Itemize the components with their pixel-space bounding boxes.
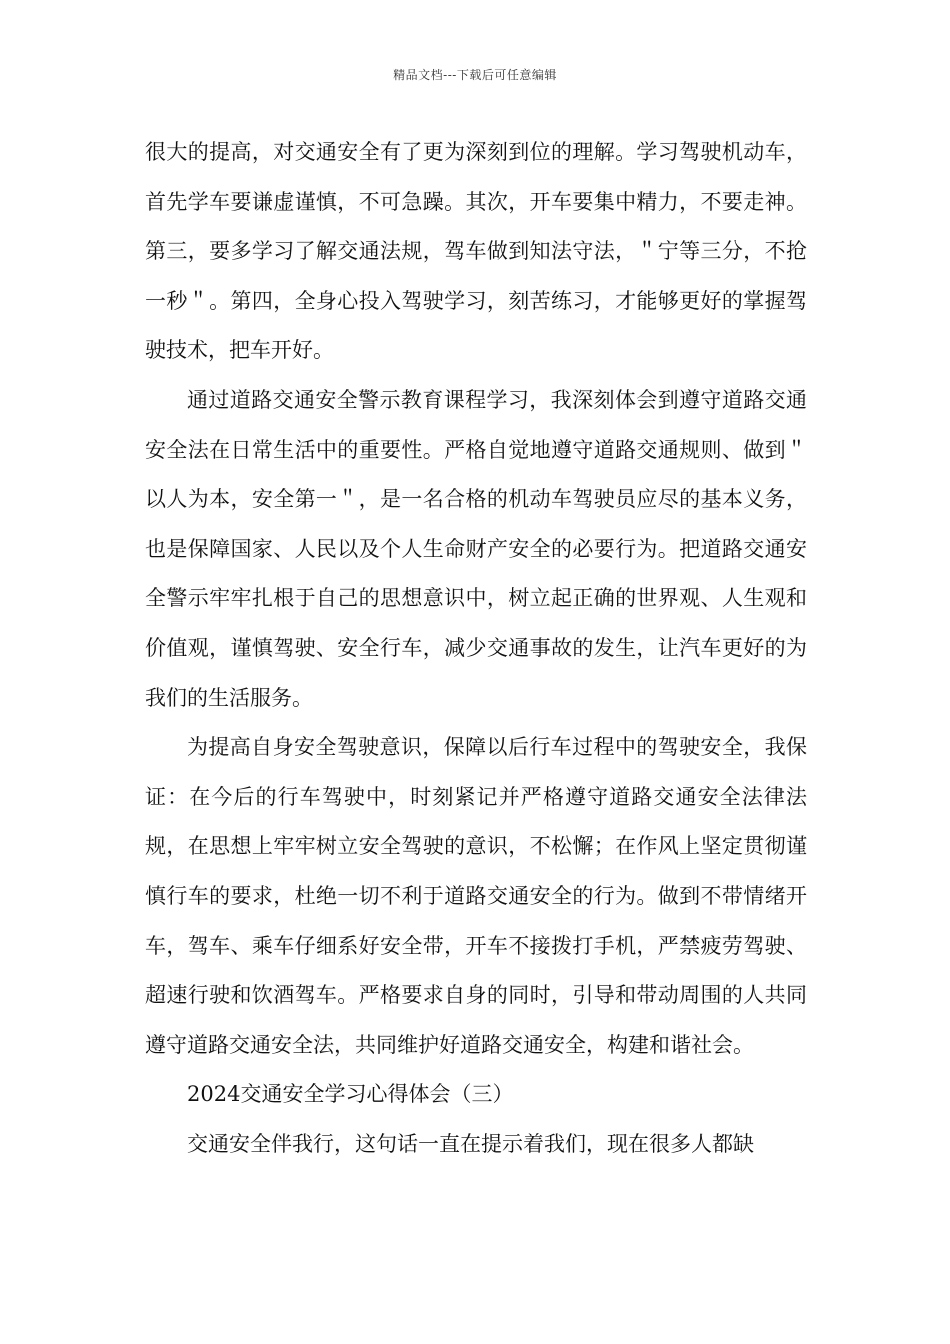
document-body bbox=[145, 128, 807, 1169]
page-header: 精品文档---下载后可任意编辑 bbox=[393, 68, 557, 82]
paragraph-warning-education: 通过道路交通安全警示教育课程学习，我深刻体会到遵守道路交通安全法在日常生活中的重要性。严格自觉地遵守道路交通规则、做到＂以人为本，安全第一＂，是一名合格的机动车驾驶员应尽的基本义务，也是保障国家、人民以及个人生命财产安全的必要行为。把道路交通安全警示牢牢扎根于自己的思想意识中，树立起正确的世界观、人生观和价值观，谨慎驾驶、安全行车，减少交通事故的发生，让汽车更好的为我们的生活服务。 bbox=[145, 387, 807, 710]
paragraph-pledge: 为提高自身安全驾驶意识，保障以后行车过程中的驾驶安全，我保证：在今后的行车驾驶中，时刻紧记并严格遵守道路交通安全法律法规，在思想上牢牢树立安全驾驶的意识，不松懈；在作风上坚定贯彻谨慎行车的要求，杜绝一切不利于道路交通安全的行为。做到不带情绪开车，驾车、乘车仔细系好安全带，开车不接拨打手机，严禁疲劳驾驶、超速行驶和饮酒驾车。严格要求自身的同时，引导和带动周围的人共同遵守道路交通安全法，共同维护好道路交通安全，构建和谐社会。 bbox=[145, 735, 807, 1057]
paragraph-section-three-start: 交通安全伴我行，这句话一直在提示着我们，现在很多人都缺 bbox=[187, 1131, 754, 1156]
paragraph-continuation: 很大的提高，对交通安全有了更为深刻到位的理解。学习驾驶机动车，首先学车要谦虚谨慎，不可急躁。其次，开车要集中精力，不要走神。第三，要多学习了解交通法规，驾车做到知法守法，＂宁等三分，不抢一秒＂。第四，全身心投入驾驶学习，刻苦练习，才能够更好的掌握驾驶技术，把车开好。 bbox=[145, 140, 807, 363]
section-heading: 2024交通安全学习心得体会（三） bbox=[187, 1082, 514, 1107]
